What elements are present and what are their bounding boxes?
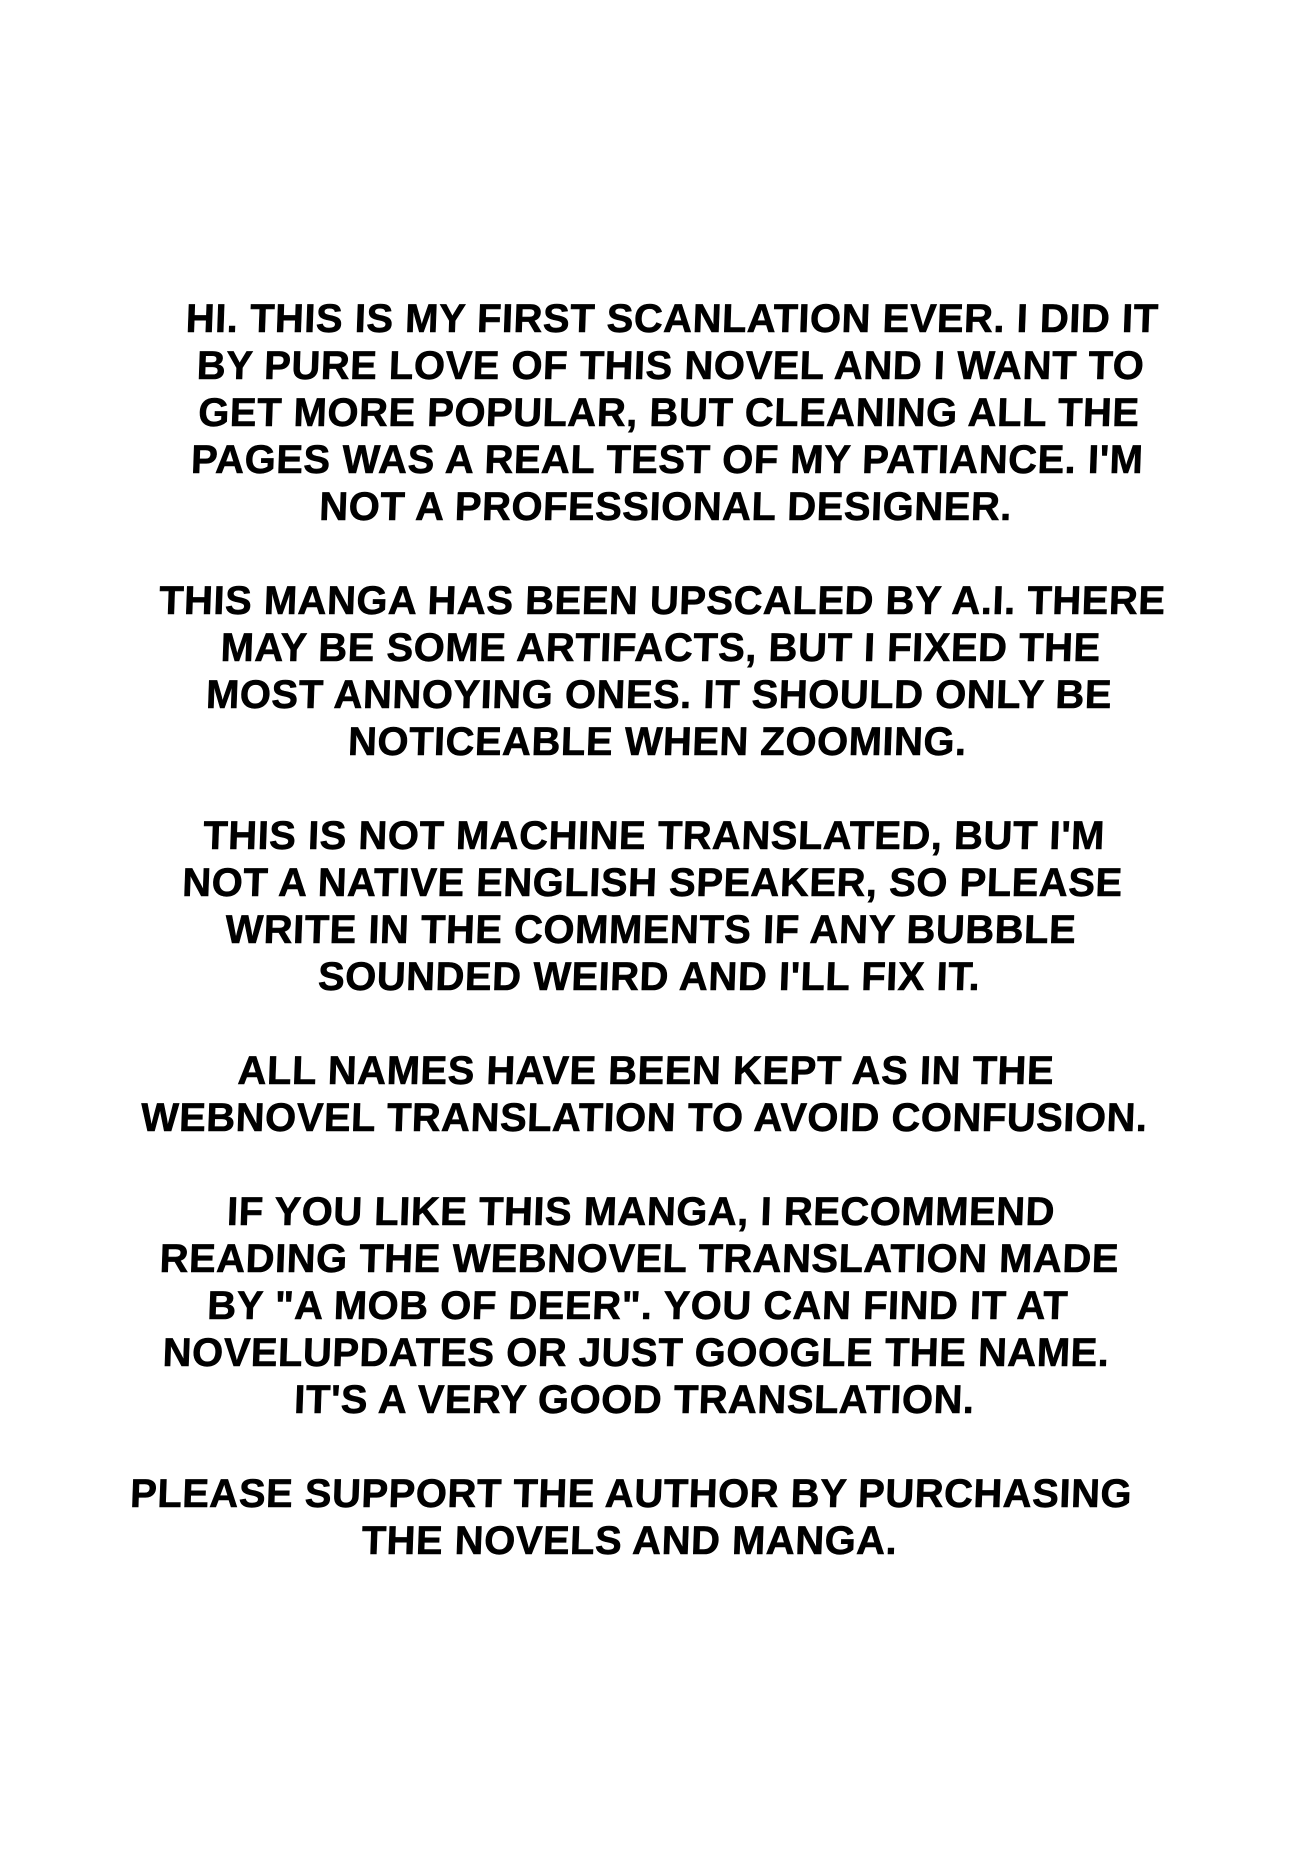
note-paragraph-not-machine-translated: THIS IS NOT MACHINE TRANSLATED, BUT I'M NOT A NATIVE ENGLISH SPEAKER, SO PLEASE WRITE IN THE COMMENTS IF ANY BUBBLE SOUNDED WEIRD AND I'LL FIX IT. xyxy=(181,814,1124,999)
note-paragraph-upscaled-ai: THIS MANGA HAS BEEN UPSCALED BY A.I. THERE MAY BE SOME ARTIFACTS, BUT I FIXED THE MOST ANNOYING ONES. IT SHOULD ONLY BE NOTICEABLE WHEN ZOOMING. xyxy=(158,579,1167,764)
note-paragraph-webnovel-recommendation: IF YOU LIKE THIS MANGA, I RECOMMEND READING THE WEBNOVEL TRANSLATION MADE BY "A MOB OF DEER". YOU CAN FIND IT AT NOVELUPDATES OR JUST GOOGLE THE NAME. IT'S A VERY GOOD TRANSLATION. xyxy=(158,1190,1120,1422)
note-paragraph-names-kept: ALL NAMES HAVE BEEN KEPT AS IN THE WEBNOVEL TRANSLATION TO AVOID CONFUSION. xyxy=(140,1049,1149,1140)
notes-text-block xyxy=(47,296,1253,1612)
note-paragraph-intro: HI. THIS IS MY FIRST SCANLATION EVER. I DID IT BY PURE LOVE OF THIS NOVEL AND I WANT TO GET MORE POPULAR, BUT CLEANING ALL THE PAGES WAS A REAL TEST OF MY PATIANCE. I'M NOT A PROFESSIONAL DESIGNER. xyxy=(185,297,1160,529)
note-paragraph-support-author: PLEASE SUPPORT THE AUTHOR BY PURCHASING THE NOVELS AND MANGA. xyxy=(129,1472,1133,1563)
